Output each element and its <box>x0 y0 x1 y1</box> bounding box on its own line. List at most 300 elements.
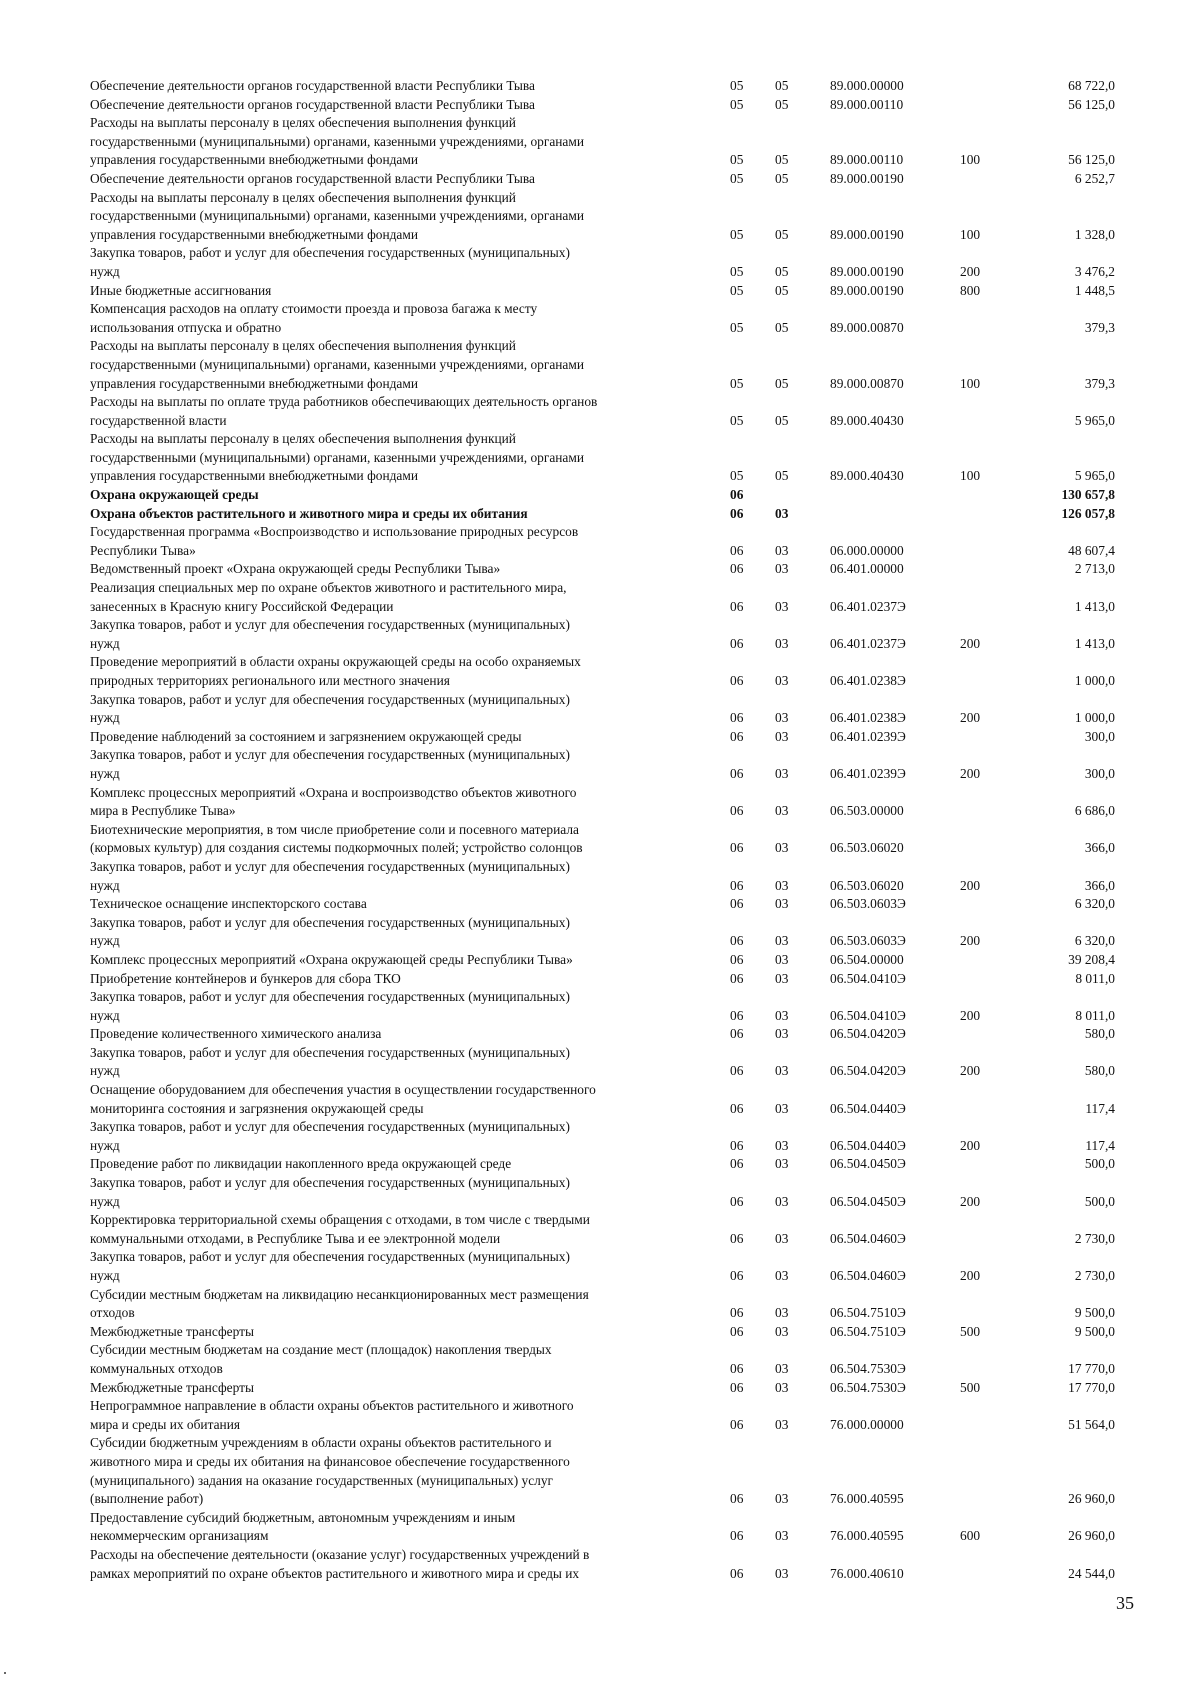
row-target-article-code: 06.503.06020 <box>830 877 904 893</box>
row-name: Оснащение оборудованием для обеспечения участия в осуществлении государственного мониторинга состояния и загрязнения окружающей среды <box>90 1082 596 1116</box>
table-row <box>90 1211 1115 1248</box>
row-name: Реализация специальных мер по охране объектов животного и растительного мира, занесенных в Красную книгу Российской Федерации <box>90 580 567 614</box>
table-row <box>90 616 1115 653</box>
row-section-code: 05 <box>730 170 744 186</box>
row-section-code: 06 <box>730 561 744 577</box>
row-amount: 1 413,0 <box>1074 635 1115 651</box>
table-row <box>90 1286 1115 1323</box>
table-row <box>90 858 1115 895</box>
table-row <box>90 691 1115 728</box>
row-name: Расходы на выплаты персоналу в целях обеспечения выполнения функций государственными (муниципальными) органами, казенными учреждениями, органами управления государственными внебюджетными фондами <box>90 431 585 484</box>
row-amount: 5 965,0 <box>1074 468 1115 484</box>
row-section-code: 05 <box>730 263 744 279</box>
row-subsection-code: 03 <box>775 728 789 744</box>
row-name: Компенсация расходов на оплату стоимости проезда и провоза багажа к месту использования отпуска и обратно <box>90 301 538 335</box>
row-subsection-code: 03 <box>775 1379 789 1395</box>
row-expense-type-code <box>960 1025 1015 1044</box>
row-amount: 500,0 <box>1084 1156 1115 1172</box>
table-row <box>90 337 1115 393</box>
row-section-code: 06 <box>730 598 744 614</box>
row-name: Субсидии местным бюджетам на создание мест (площадок) накопления твердых коммунальных отходов <box>90 1342 552 1376</box>
row-subsection-code: 03 <box>775 1100 789 1116</box>
row-target-article-code: 06.504.7530Э <box>830 1379 906 1395</box>
row-section-code: 06 <box>730 505 744 521</box>
table-row <box>90 1509 1115 1546</box>
row-subsection-code: 03 <box>775 542 789 558</box>
row-name: Закупка товаров, работ и услуг для обеспечения государственных (муниципальных) нужд <box>90 617 570 651</box>
row-subsection-code: 03 <box>775 1137 789 1153</box>
row-expense-type-code <box>960 1081 1015 1118</box>
table-row <box>90 653 1115 690</box>
table-row <box>90 560 1115 579</box>
row-expense-type-code <box>960 784 1015 821</box>
table-row <box>90 523 1115 560</box>
table-row <box>90 1118 1115 1155</box>
row-expense-type-code <box>960 1546 1015 1583</box>
table-row <box>90 244 1115 281</box>
row-name: Закупка товаров, работ и услуг для обеспечения государственных (муниципальных) нужд <box>90 747 570 781</box>
row-subsection-code: 03 <box>775 1305 789 1321</box>
row-expense-type-code: 200 <box>960 933 981 949</box>
row-subsection-code: 05 <box>775 375 789 391</box>
row-name: Закупка товаров, работ и услуг для обеспечения государственных (муниципальных) нужд <box>90 1119 570 1153</box>
table-row <box>90 1341 1115 1378</box>
row-subsection-code: 05 <box>775 319 789 335</box>
row-target-article-code: 06.503.0603Э <box>830 896 906 912</box>
row-section-code: 06 <box>730 1379 744 1395</box>
row-name: Расходы на обеспечение деятельности (оказание услуг) государственных учреждений в рамках мероприятий по охране объектов растительного и животного мира и среды их <box>90 1546 590 1581</box>
row-name: Обеспечение деятельности органов государственной власти Республики Тыва <box>90 170 535 186</box>
row-name: Закупка товаров, работ и услуг для обеспечения государственных (муниципальных) нужд <box>90 1175 570 1209</box>
page-number: 35 <box>1116 1593 1134 1613</box>
row-amount: 8 011,0 <box>1075 970 1115 986</box>
row-subsection-code: 03 <box>775 1230 789 1246</box>
row-target-article-code: 06.504.00000 <box>830 951 904 967</box>
row-name: Иные бюджетные ассигнования <box>90 282 272 298</box>
row-target-article-code: 06.504.7530Э <box>830 1360 906 1376</box>
row-section-code: 05 <box>730 412 744 428</box>
row-section-code: 06 <box>730 1063 744 1079</box>
table-row <box>90 430 1115 486</box>
table-row <box>90 1025 1115 1044</box>
row-expense-type-code: 200 <box>960 263 981 279</box>
row-expense-type-code <box>960 77 1015 96</box>
row-expense-type-code <box>960 300 1015 337</box>
row-subsection-code: 05 <box>775 170 789 186</box>
table-row <box>90 505 1115 524</box>
row-amount: 366,0 <box>1084 840 1115 856</box>
row-target-article-code: 06.504.0420Э <box>830 1063 906 1079</box>
row-section-code: 06 <box>730 1416 744 1432</box>
row-expense-type-code <box>960 728 1015 747</box>
row-amount: 1 448,5 <box>1074 282 1115 298</box>
table-row <box>90 1155 1115 1174</box>
row-name: Расходы на выплаты персоналу в целях обеспечения выполнения функций государственными (муниципальными) органами, казенными учреждениями, органами управления государственными внебюджетными фондами <box>90 338 585 391</box>
row-name: Охрана окружающей среды <box>90 487 259 503</box>
row-name: Обеспечение деятельности органов государственной власти Республики Тыва <box>90 96 535 112</box>
table-row <box>90 784 1115 821</box>
row-name: Межбюджетные трансферты <box>90 1379 254 1395</box>
row-section-code: 06 <box>730 970 744 986</box>
row-amount: 2 713,0 <box>1074 561 1115 577</box>
row-section-code: 06 <box>730 542 744 558</box>
row-section-code: 06 <box>730 1193 744 1209</box>
row-subsection-code: 03 <box>775 1193 789 1209</box>
row-target-article-code: 89.000.00110 <box>830 152 904 168</box>
row-target-article-code: 06.401.0237Э <box>830 598 906 614</box>
row-expense-type-code <box>960 951 1015 970</box>
row-expense-type-code <box>960 523 1015 560</box>
row-target-article-code: 89.000.00870 <box>830 319 904 335</box>
row-section-code: 06 <box>730 1305 744 1321</box>
row-name: Расходы на выплаты персоналу в целях обеспечения выполнения функций государственными (муниципальными) органами, казенными учреждениями, органами управления государственными внебюджетными фондами <box>90 189 585 242</box>
table-row <box>90 170 1115 189</box>
row-expense-type-code <box>960 393 1015 430</box>
row-subsection-code: 03 <box>775 1565 789 1581</box>
row-section-code: 06 <box>730 896 744 912</box>
row-name: Закупка товаров, работ и услуг для обеспечения государственных (муниципальных) нужд <box>90 914 570 949</box>
row-subsection-code: 03 <box>775 1026 789 1042</box>
row-section-code: 06 <box>730 877 744 893</box>
row-expense-type-code: 800 <box>960 282 981 298</box>
row-amount: 48 607,4 <box>1068 542 1115 558</box>
row-target-article-code: 89.000.00000 <box>830 78 904 93</box>
row-subsection-code: 03 <box>775 1323 789 1339</box>
row-name: Субсидии бюджетным учреждениям в области охраны объектов растительного и животного мира и среды их обитания на финансовое обеспечение государственного (муниципального) задания на оказание государственных (муниципальных) услуг (выполнение работ) <box>90 1435 570 1507</box>
row-target-article-code: 76.000.40610 <box>830 1565 904 1581</box>
row-name: Закупка товаров, работ и услуг для обеспечения государственных (муниципальных) нужд <box>90 989 570 1023</box>
budget-table <box>90 77 1115 1583</box>
table-row <box>90 300 1115 337</box>
row-subsection-code: 03 <box>775 951 789 967</box>
row-section-code: 06 <box>730 803 744 819</box>
row-subsection-code: 05 <box>775 152 789 168</box>
row-amount: 130 657,8 <box>1061 487 1115 503</box>
row-name: Комплекс процессных мероприятий «Охрана и воспроизводство объектов животного мира в Республике Тыва» <box>90 784 577 819</box>
row-name: Закупка товаров, работ и услуг для обеспечения государственных (муниципальных) нужд <box>90 245 570 279</box>
row-target-article-code: 06.401.0238Э <box>830 710 906 726</box>
row-amount: 379,3 <box>1084 375 1115 391</box>
row-expense-type-code <box>960 1155 1015 1174</box>
row-amount: 9 500,0 <box>1074 1305 1115 1321</box>
row-amount: 6 686,0 <box>1074 803 1115 819</box>
table-row <box>90 114 1115 170</box>
row-expense-type-code <box>960 653 1015 690</box>
row-subsection-code: 03 <box>775 933 789 949</box>
row-subsection-code: 03 <box>775 505 789 521</box>
row-subsection-code: 03 <box>775 635 789 651</box>
row-section-code: 06 <box>730 673 744 688</box>
row-expense-type-code: 200 <box>960 710 981 726</box>
row-target-article-code: 06.401.00000 <box>830 561 904 577</box>
row-target-article-code: 06.504.0440Э <box>830 1100 906 1116</box>
row-target-article-code: 06.504.7510Э <box>830 1323 906 1339</box>
row-subsection-code: 03 <box>775 1007 789 1023</box>
row-target-article-code: 06.504.0450Э <box>830 1156 906 1172</box>
row-name: Расходы на выплаты персоналу в целях обеспечения выполнения функций государственными (муниципальными) органами, казенными учреждениями, органами управления государственными внебюджетными фондами <box>90 115 585 168</box>
table-row <box>90 895 1115 914</box>
table-row <box>90 1323 1115 1342</box>
row-subsection-code <box>775 486 830 505</box>
table-row <box>90 486 1115 505</box>
row-amount: 1 328,0 <box>1074 226 1115 242</box>
row-subsection-code: 05 <box>775 282 789 298</box>
row-subsection-code: 05 <box>775 263 789 279</box>
row-name: Корректировка территориальной схемы обращения с отходами, в том числе с твердыми коммунальными отходами, в Республике Тыва и ее электронной модели <box>90 1212 590 1246</box>
table-row <box>90 1174 1115 1211</box>
row-name: Предоставление субсидий бюджетным, автономным учреждениям и иным некоммерческим организациям <box>90 1509 516 1544</box>
row-name: Государственная программа «Воспроизводство и использование природных ресурсов Республики Тыва» <box>90 524 579 558</box>
row-section-code: 06 <box>730 933 744 949</box>
row-expense-type-code <box>960 970 1015 989</box>
row-expense-type-code <box>960 1341 1015 1378</box>
row-name: Закупка товаров, работ и услуг для обеспечения государственных (муниципальных) нужд <box>90 1249 570 1283</box>
row-expense-type-code: 200 <box>960 1193 981 1209</box>
row-expense-type-code: 200 <box>960 877 981 893</box>
row-section-code: 06 <box>730 1026 744 1042</box>
table-row <box>90 1434 1115 1508</box>
row-target-article-code: 89.000.00870 <box>830 375 904 391</box>
row-subsection-code: 05 <box>775 226 789 242</box>
row-target-article-code: 76.000.40595 <box>830 1528 904 1544</box>
row-section-code: 06 <box>730 1323 744 1339</box>
row-subsection-code: 05 <box>775 468 789 484</box>
row-name: Охрана объектов растительного и животного мира и среды их обитания <box>90 505 528 521</box>
row-amount: 300,0 <box>1084 765 1115 781</box>
row-amount: 26 960,0 <box>1068 1528 1115 1544</box>
row-name: Биотехнические мероприятия, в том числе приобретение соли и посевного материала (кормовых культур) для создания системы подкормочных полей; устройство солонцов <box>90 821 583 856</box>
row-section-code: 06 <box>730 1491 744 1507</box>
row-expense-type-code: 600 <box>960 1528 981 1544</box>
row-section-code: 05 <box>730 226 744 242</box>
row-section-code: 05 <box>730 319 744 335</box>
row-expense-type-code <box>960 505 1015 524</box>
table-row <box>90 1044 1115 1081</box>
row-amount: 1 000,0 <box>1074 673 1115 688</box>
row-name: Закупка товаров, работ и услуг для обеспечения государственных (муниципальных) нужд <box>90 1044 570 1079</box>
row-expense-type-code: 200 <box>960 1007 981 1023</box>
row-expense-type-code <box>960 486 1015 505</box>
row-target-article-code: 89.000.00190 <box>830 170 904 186</box>
row-name: Комплекс процессных мероприятий «Охрана окружающей среды Республики Тыва» <box>90 951 573 967</box>
row-name: Проведение мероприятий в области охраны окружающей среды на особо охраняемых природных территориях регионального или местного значения <box>90 654 581 688</box>
row-target-article-code: 89.000.40430 <box>830 468 904 484</box>
row-amount: 26 960,0 <box>1068 1491 1115 1507</box>
row-amount: 68 722,0 <box>1068 78 1115 93</box>
row-subsection-code: 03 <box>775 1063 789 1079</box>
row-expense-type-code: 100 <box>960 375 981 391</box>
row-amount: 6 320,0 <box>1074 896 1115 912</box>
row-target-article-code: 06.401.0239Э <box>830 728 906 744</box>
row-section-code: 06 <box>730 728 744 744</box>
row-expense-type-code <box>960 1434 1015 1508</box>
row-subsection-code: 03 <box>775 710 789 726</box>
row-amount: 39 208,4 <box>1068 951 1115 967</box>
row-expense-type-code: 200 <box>960 765 981 781</box>
row-section-code: 06 <box>730 1565 744 1581</box>
row-amount: 24 544,0 <box>1068 1565 1115 1581</box>
table-row <box>90 189 1115 245</box>
row-target-article-code: 06.000.00000 <box>830 542 904 558</box>
row-section-code: 06 <box>730 1268 744 1283</box>
row-name: Проведение работ по ликвидации накопленного вреда окружающей среде <box>90 1156 512 1172</box>
row-amount: 17 770,0 <box>1068 1360 1115 1376</box>
table-row <box>90 728 1115 747</box>
row-target-article-code: 06.503.0603Э <box>830 933 906 949</box>
row-section-code: 06 <box>730 951 744 967</box>
row-section-code: 05 <box>730 282 744 298</box>
row-target-article-code <box>830 505 960 524</box>
row-amount: 56 125,0 <box>1068 152 1115 168</box>
row-expense-type-code: 500 <box>960 1323 981 1339</box>
row-target-article-code: 06.504.0440Э <box>830 1137 906 1153</box>
row-name: Ведомственный проект «Охрана окружающей среды Республики Тыва» <box>90 561 501 577</box>
row-expense-type-code <box>960 895 1015 914</box>
table-row <box>90 1081 1115 1118</box>
row-name: Субсидии местным бюджетам на ликвидацию несанкционированных мест размещения отходов <box>90 1286 589 1321</box>
row-subsection-code: 03 <box>775 1156 789 1172</box>
row-subsection-code: 03 <box>775 598 789 614</box>
row-target-article-code: 06.401.0238Э <box>830 673 906 688</box>
row-name: Непрограммное направление в области охраны объектов растительного и животного мира и среды их обитания <box>90 1398 574 1432</box>
row-section-code: 06 <box>730 765 744 781</box>
row-name: Проведение количественного химического анализа <box>90 1026 382 1042</box>
row-amount: 580,0 <box>1084 1063 1115 1079</box>
row-section-code: 06 <box>730 1007 744 1023</box>
row-section-code: 06 <box>730 840 744 856</box>
table-row <box>90 988 1115 1025</box>
row-target-article-code: 76.000.40595 <box>830 1491 904 1507</box>
row-section-code: 06 <box>730 1230 744 1246</box>
row-name: Техническое оснащение инспекторского состава <box>90 896 367 912</box>
row-expense-type-code <box>960 821 1015 858</box>
row-name: Приобретение контейнеров и бункеров для сбора ТКО <box>90 970 401 986</box>
row-subsection-code: 03 <box>775 877 789 893</box>
row-subsection-code: 05 <box>775 412 789 428</box>
row-name: Закупка товаров, работ и услуг для обеспечения государственных (муниципальных) нужд <box>90 858 570 893</box>
row-target-article-code: 89.000.00190 <box>830 226 904 242</box>
row-amount: 6 252,7 <box>1074 170 1115 186</box>
row-amount: 580,0 <box>1084 1026 1115 1042</box>
table-row <box>90 970 1115 989</box>
table-row <box>90 821 1115 858</box>
row-amount: 9 500,0 <box>1074 1323 1115 1339</box>
row-section-code: 06 <box>730 1137 744 1153</box>
row-amount: 117,4 <box>1085 1100 1115 1116</box>
row-section-code: 05 <box>730 468 744 484</box>
row-target-article-code: 89.000.00110 <box>830 96 904 112</box>
row-target-article-code: 06.504.0410Э <box>830 970 906 986</box>
row-target-article-code <box>830 486 960 505</box>
row-name: Расходы на выплаты по оплате труда работников обеспечивающих деятельность органов государственной власти <box>90 394 598 428</box>
row-target-article-code: 89.000.40430 <box>830 412 904 428</box>
row-section-code: 06 <box>730 1156 744 1172</box>
row-expense-type-code: 100 <box>960 226 981 242</box>
row-expense-type-code <box>960 170 1015 189</box>
row-target-article-code: 06.401.0237Э <box>830 635 906 651</box>
row-amount: 366,0 <box>1084 877 1115 893</box>
row-expense-type-code <box>960 1286 1015 1323</box>
row-expense-type-code: 200 <box>960 1137 981 1153</box>
row-section-code: 05 <box>730 375 744 391</box>
row-amount: 126 057,8 <box>1061 505 1115 521</box>
row-amount: 8 011,0 <box>1075 1007 1115 1023</box>
row-target-article-code: 06.503.00000 <box>830 803 904 819</box>
row-subsection-code: 03 <box>775 1528 789 1544</box>
table-row <box>90 393 1115 430</box>
row-amount: 6 320,0 <box>1074 933 1115 949</box>
row-expense-type-code: 200 <box>960 1063 981 1079</box>
row-subsection-code: 03 <box>775 840 789 856</box>
row-amount: 300,0 <box>1084 728 1115 744</box>
row-subsection-code: 03 <box>775 1268 789 1283</box>
table-row <box>90 951 1115 970</box>
row-target-article-code: 06.503.06020 <box>830 840 904 856</box>
row-name: Закупка товаров, работ и услуг для обеспечения государственных (муниципальных) нужд <box>90 691 570 726</box>
row-expense-type-code <box>960 1211 1015 1248</box>
row-amount: 3 476,2 <box>1074 263 1115 279</box>
row-subsection-code: 03 <box>775 1416 789 1432</box>
row-section-code: 06 <box>730 487 744 503</box>
row-name: Обеспечение деятельности органов государственной власти Республики Тыва <box>90 78 535 93</box>
row-amount: 2 730,0 <box>1074 1230 1115 1246</box>
row-amount: 5 965,0 <box>1074 412 1115 428</box>
row-target-article-code: 89.000.00190 <box>830 282 904 298</box>
table-row <box>90 579 1115 616</box>
row-target-article-code: 06.504.0460Э <box>830 1230 906 1246</box>
row-section-code: 05 <box>730 96 744 112</box>
row-subsection-code: 03 <box>775 673 789 688</box>
row-target-article-code: 06.504.0420Э <box>830 1026 906 1042</box>
row-amount: 379,3 <box>1084 319 1115 335</box>
row-subsection-code: 03 <box>775 1491 789 1507</box>
row-expense-type-code: 200 <box>960 635 981 651</box>
row-section-code: 06 <box>730 1100 744 1116</box>
row-target-article-code: 06.504.0450Э <box>830 1193 906 1209</box>
table-row <box>90 282 1115 301</box>
row-subsection-code: 03 <box>775 1360 789 1376</box>
row-amount: 51 564,0 <box>1068 1416 1115 1432</box>
row-section-code: 06 <box>730 710 744 726</box>
row-expense-type-code <box>960 1397 1015 1434</box>
row-expense-type-code: 100 <box>960 468 981 484</box>
row-name: Межбюджетные трансферты <box>90 1323 254 1339</box>
row-subsection-code: 03 <box>775 803 789 819</box>
row-expense-type-code <box>960 96 1015 115</box>
table-row <box>90 746 1115 783</box>
row-section-code: 06 <box>730 635 744 651</box>
row-target-article-code: 06.504.0460Э <box>830 1268 906 1283</box>
row-amount: 1 000,0 <box>1074 710 1115 726</box>
row-subsection-code: 03 <box>775 765 789 781</box>
row-amount: 1 413,0 <box>1074 598 1115 614</box>
row-section-code: 06 <box>730 1360 744 1376</box>
row-expense-type-code: 500 <box>960 1379 981 1395</box>
table-row <box>90 1546 1115 1583</box>
scan-speck <box>4 1672 6 1674</box>
row-expense-type-code: 200 <box>960 1268 981 1283</box>
row-subsection-code: 03 <box>775 896 789 912</box>
row-expense-type-code <box>960 560 1015 579</box>
row-section-code: 05 <box>730 78 744 93</box>
table-row <box>90 1397 1115 1434</box>
row-subsection-code: 05 <box>775 78 789 93</box>
row-section-code: 05 <box>730 152 744 168</box>
row-target-article-code: 89.000.00190 <box>830 263 904 279</box>
row-amount: 17 770,0 <box>1068 1379 1115 1395</box>
row-amount: 500,0 <box>1084 1193 1115 1209</box>
row-subsection-code: 03 <box>775 970 789 986</box>
